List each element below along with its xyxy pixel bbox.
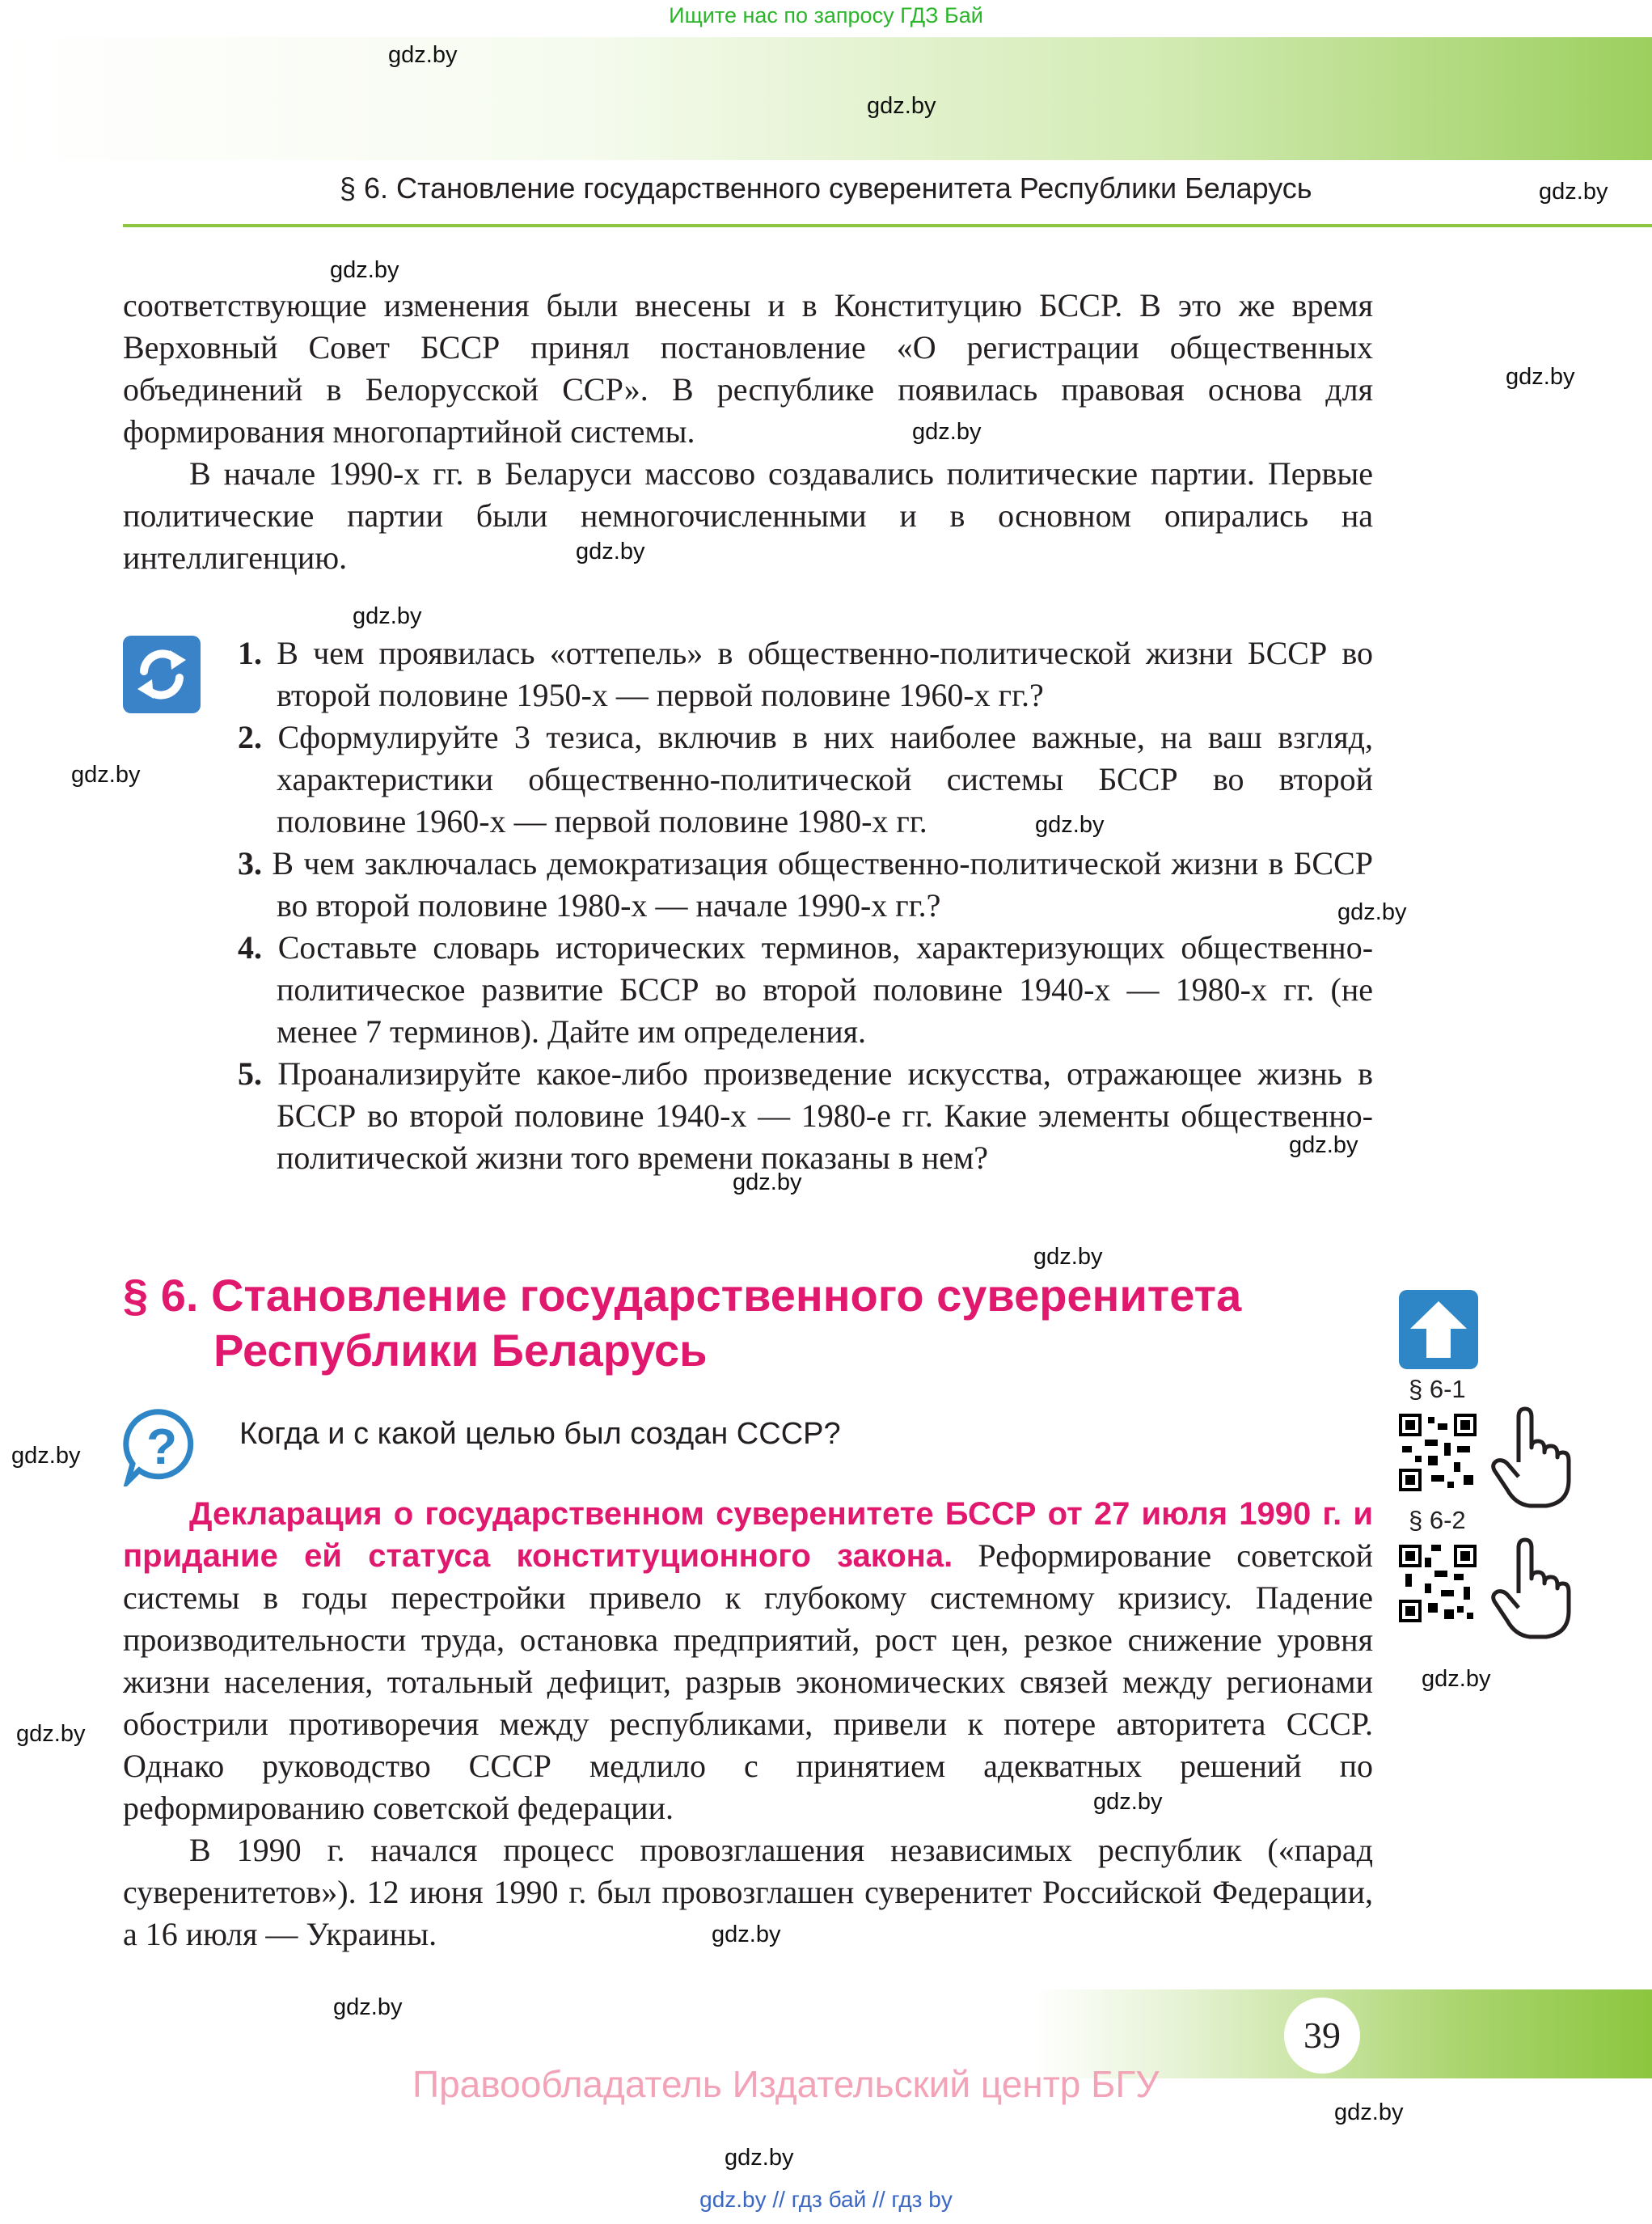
watermark: gdz.by — [1033, 1244, 1103, 1270]
qr-label: § 6-1 — [1409, 1375, 1466, 1403]
bottom-links[interactable]: gdz.by // гдз бай // гдз by — [699, 2187, 953, 2212]
section-title: § 6. Становление государственного суверенитета Республики Беларусь — [123, 1270, 1242, 1376]
question-mark-icon — [121, 1406, 202, 1486]
list-item: 3. В чем заключалась демократизация общественно-политической жизни в БССР во второй половине 1980-х — начале 1990-х гг.? — [238, 845, 1373, 924]
intro-text — [123, 285, 1373, 579]
watermark: gdz.by — [1093, 1789, 1163, 1815]
watermark: gdz.by — [1334, 2099, 1404, 2125]
declaration-heading: Декларация о государственном суверенитете БССР от 27 июля 1990 г. и придание ей статуса конституционного закона. — [123, 1496, 1373, 1574]
pointing-hand-icon — [1488, 1537, 1577, 1642]
page-number: 39 — [1284, 1998, 1360, 2074]
top-note: Ищите нас по запросу ГДЗ Бай — [669, 3, 983, 27]
main-text — [123, 1493, 1373, 1956]
list-item: 5. Проанализируйте какое-либо произведение искусства, отражающее жизнь в БССР во второй половине 1940-х — 1980-е гг. Какие элементы общественно-политической жизни того времени показаны в нем? — [238, 1055, 1374, 1176]
watermark: gdz.by — [867, 93, 936, 119]
watermark: gdz.by — [912, 419, 982, 445]
rights-holder: Правообладатель Издательский центр БГУ — [412, 2063, 1160, 2105]
header-band — [0, 37, 1652, 160]
paragraph: Декларация о государственном суверенитете БССР от 27 июля 1990 г. и придание ей статуса конституционного закона. Реформирование советской системы в годы перестройки привело к глубокому системному кризису. Падение производительности труда, остановка предприятий, рост цен, резкое снижение уровня жизни населения, тотальный дефицит, разрыв экономических связей между регионами обострили противоречия между республиками, привели к потере авторитета СССР. Однако руководство СССР медлило с принятием адекватных решений по реформированию советской федерации. — [123, 1496, 1374, 1826]
watermark: gdz.by — [1506, 364, 1575, 390]
paragraph: В начале 1990-х гг. в Беларуси массово создавались политические партии. Первые политические партии были немногочисленными и в основном опирались на интеллигенцию. — [123, 455, 1373, 576]
intro-question: Когда и с какой целью был создан СССР? — [239, 1417, 841, 1451]
watermark: gdz.by — [330, 257, 399, 283]
qr-label: § 6-2 — [1409, 1506, 1466, 1534]
paragraph: соответствующие изменения были внесены и в Конституцию БССР. В это же время Верховный Совет БССР принял постановление «О регистрации общественных объединений в Белорусской ССР». В республике появилась правовая основа для формирования многопартийной системы. — [123, 287, 1373, 450]
cycle-arrows-icon — [123, 636, 201, 713]
watermark: gdz.by — [11, 1443, 81, 1469]
list-item: 2. Сформулируйте 3 тезиса, включив в них наиболее важные, на ваш взгляд, характеристики общественно-политической системы БССР во второй половине 1960-х — первой половине 1980-х гг. — [238, 719, 1373, 839]
paragraph: В 1990 г. начался процесс провозглашения независимых республик («парад суверенитетов»). 12 июня 1990 г. был провозглашен суверенитет Российской Федерации, а 16 июля — Украины. — [123, 1832, 1373, 1952]
watermark: gdz.by — [733, 1169, 802, 1195]
watermark: gdz.by — [1337, 899, 1407, 925]
watermark: gdz.by — [1289, 1132, 1358, 1158]
list-item: 1. В чем проявилась «оттепель» в общественно-политической жизни БССР во второй половине 1950-х — первой половине 1960-х гг.? — [238, 635, 1374, 713]
watermark: gdz.by — [16, 1721, 86, 1747]
watermark: gdz.by — [1539, 179, 1608, 205]
running-head: § 6. Становление государственного суверенитета Республики Беларусь — [340, 171, 1312, 205]
list-item: 4. Составьте словарь исторических терминов, характеризующих общественно-политическое развитие БССР во второй половине 1940-х — 1980-х гг. (не менее 7 терминов). Дайте им определения. — [238, 929, 1374, 1050]
watermark: gdz.by — [1422, 1666, 1491, 1692]
svg-text:?: ? — [146, 1419, 177, 1475]
watermark: gdz.by — [725, 2145, 794, 2171]
watermark: gdz.by — [353, 603, 422, 629]
pointing-hand-icon — [1488, 1406, 1577, 1511]
watermark: gdz.by — [333, 1994, 403, 2020]
questions-list — [238, 632, 1373, 1179]
qr-code-icon[interactable] — [1399, 1414, 1477, 1491]
watermark: gdz.by — [712, 1922, 781, 1947]
watermark: gdz.by — [388, 42, 458, 68]
header-divider — [123, 224, 1652, 227]
watermark: gdz.by — [576, 539, 645, 564]
watermark: gdz.by — [71, 762, 141, 788]
arrow-up-icon[interactable] — [1399, 1290, 1478, 1369]
qr-code-icon[interactable] — [1399, 1545, 1477, 1622]
watermark: gdz.by — [1035, 812, 1105, 838]
